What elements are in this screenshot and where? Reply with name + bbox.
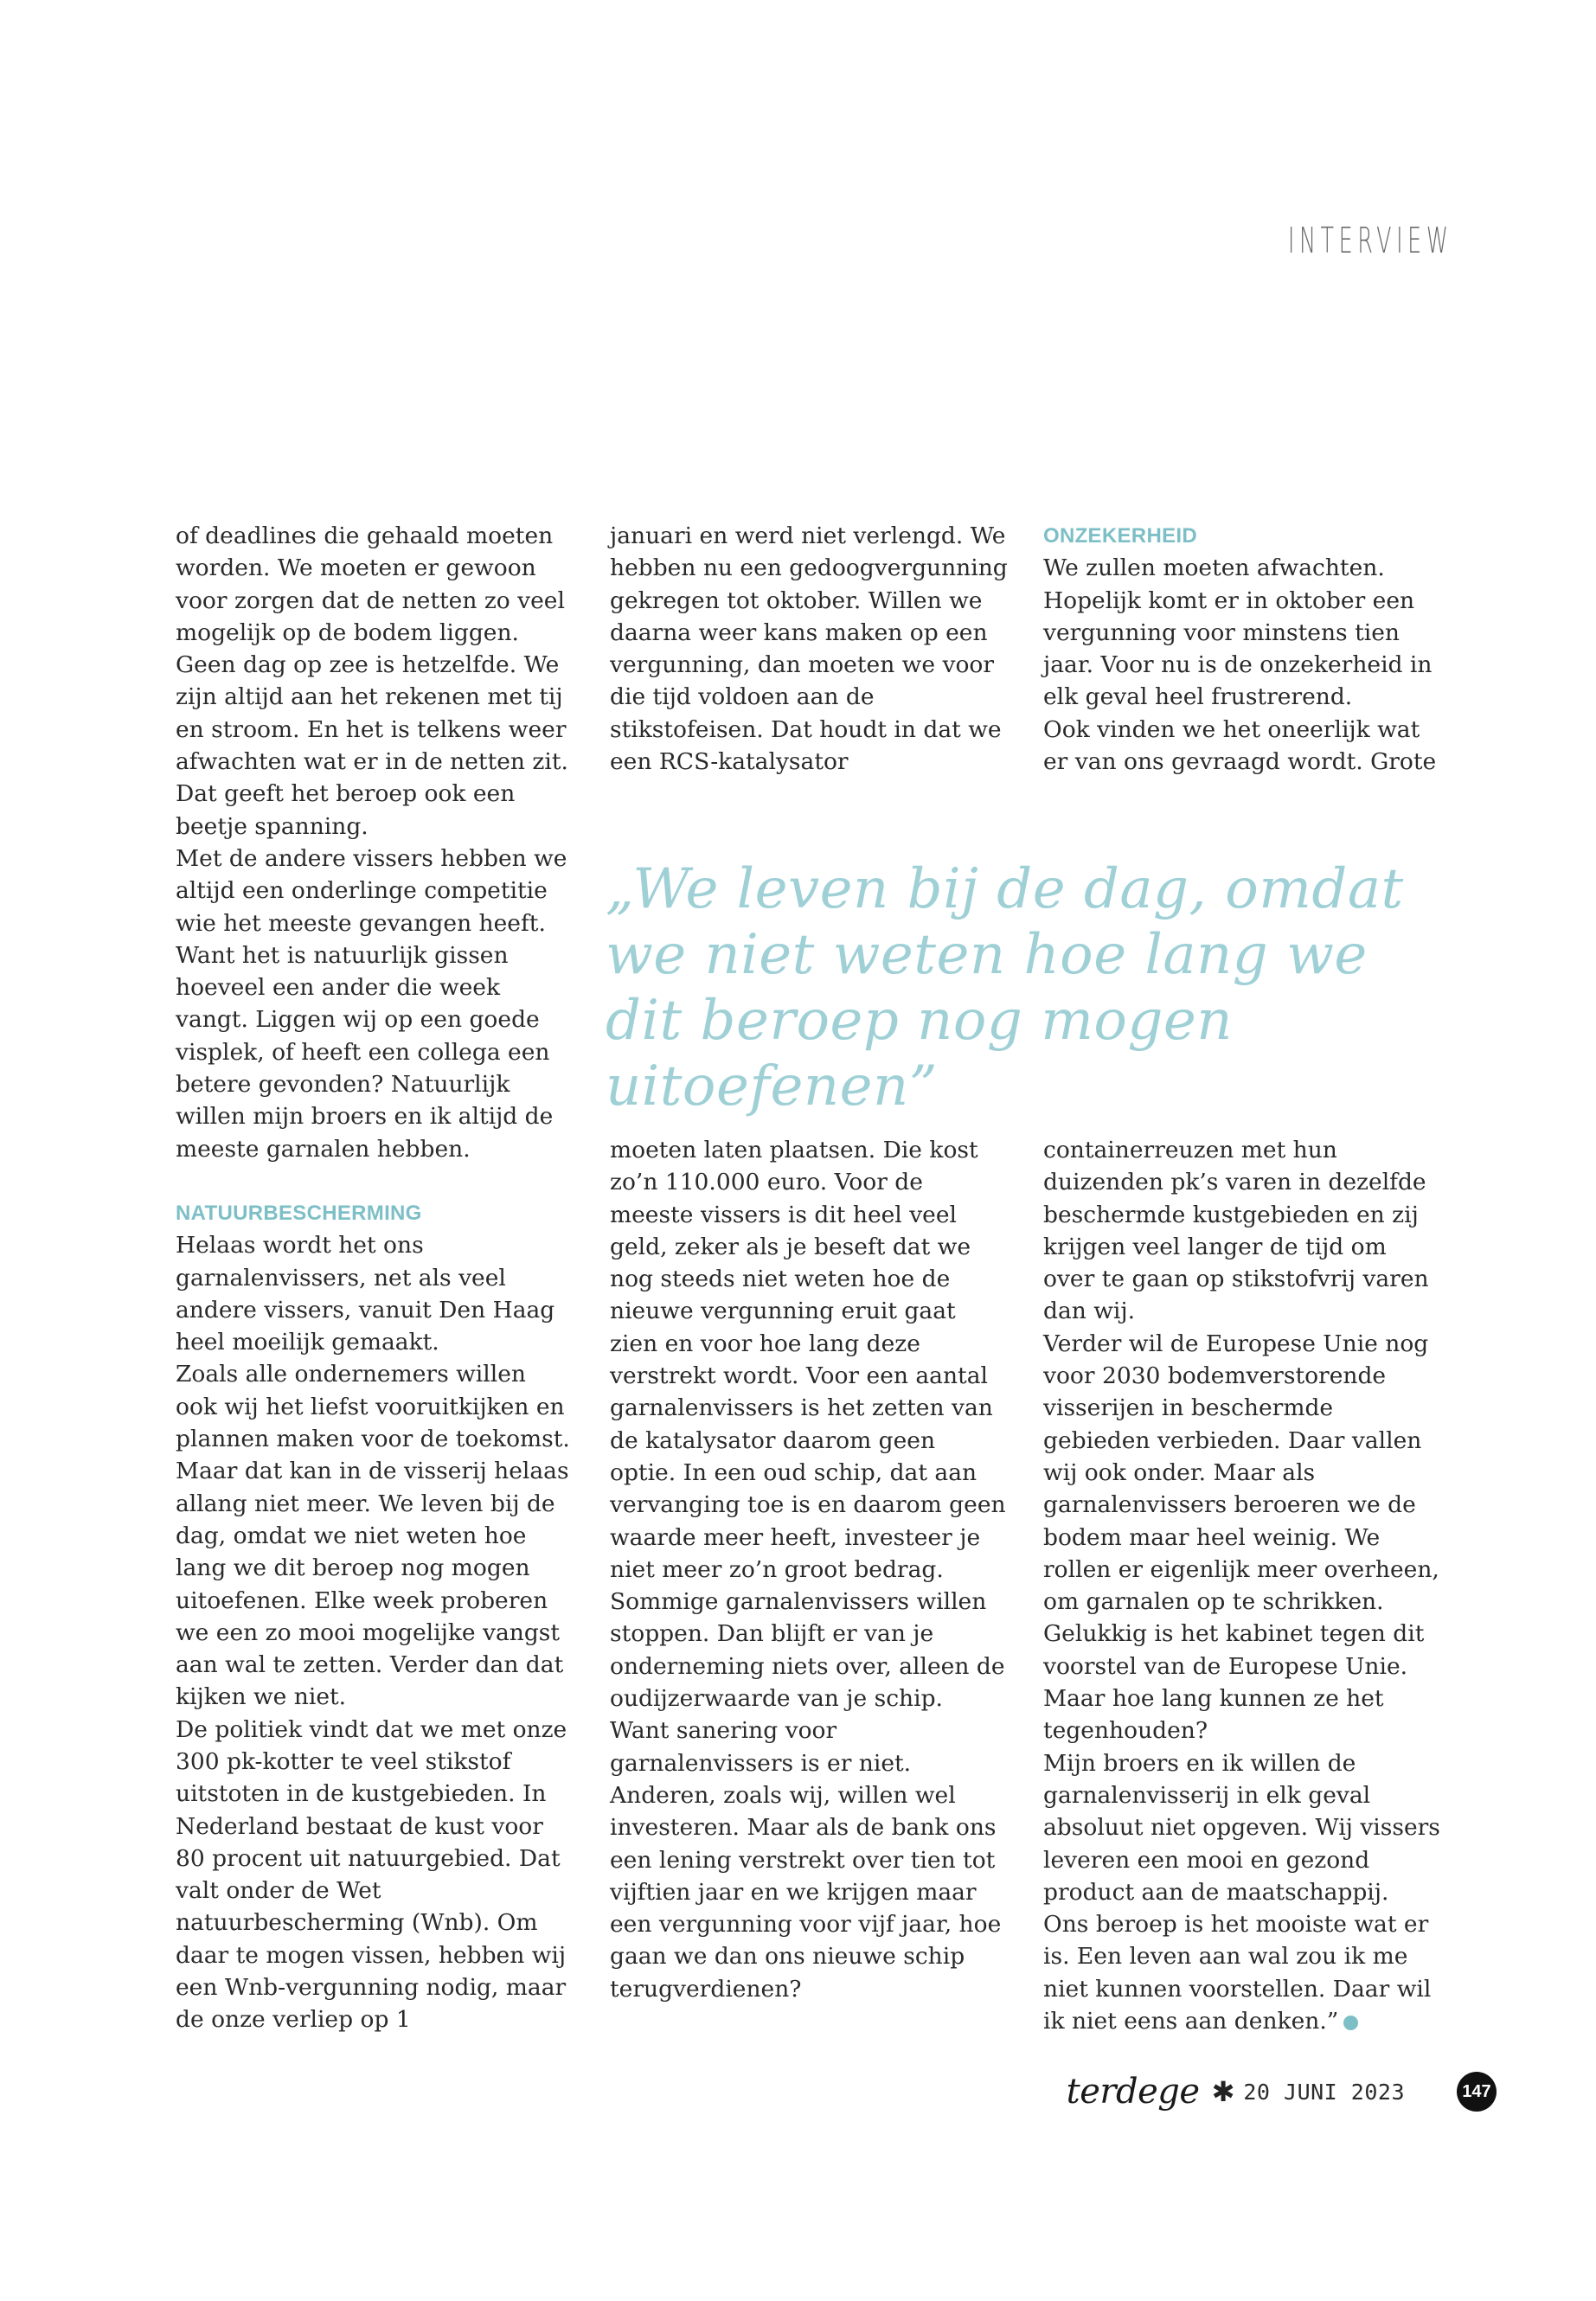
paragraph: januari en werd niet verlengd. We hebben nu een gedoogvergunning gekregen tot oktober. Willen we daarna weer kans maken op een vergunning, dan moeten we voor die tijd voldoen aan de stikstofeisen. Dat houdt in dat we een RCS-katalysator <box>610 522 1008 776</box>
paragraph: Helaas wordt het ons garnalenvissers, net als veel andere vissers, vanuit Den Haag heel moeilijk gemaakt. <box>176 1232 555 1356</box>
end-mark-icon <box>1343 2016 1358 2030</box>
page-number: 147 <box>1457 2072 1497 2112</box>
article-column-1 <box>176 520 574 2036</box>
paragraph: Verder wil de Europese Unie nog voor 2030 bodemverstorende visserijen in beschermde gebieden verbieden. Daar vallen wij ook onder. Maar als garnalenvissers beroeren we de bodem maar heel weinig. We rollen er eigenlijk meer overheen, om garnalen op te schrikken. Gelukkig is het kabinet tegen dit voorstel van de Europese Unie. Maar hoe lang kunnen ze het tegenhouden? <box>1043 1330 1439 1745</box>
section-heading-natuurbescherming: NATUURBESCHERMING <box>176 1201 422 1225</box>
final-text: Mijn broers en ik willen de garnalenvisserij in elk geval absoluut niet opgeven. Wij vissers leveren een mooi en gezond product aan de maatschappij. Ons beroep is het mooiste wat er is. Een leven aan wal zou ik me niet kunnen voorstellen. Daar wil ik niet eens aan denken.” <box>1043 1749 1440 2035</box>
separator-star-icon: ✱ <box>1211 2075 1235 2108</box>
article-column-3-top <box>1043 520 1441 778</box>
article-column-3-bottom <box>1043 1134 1441 2037</box>
issue-date: 20 JUNI 2023 <box>1243 2079 1405 2105</box>
section-heading-onzekerheid: ONZEKERHEID <box>1043 524 1197 548</box>
pull-quote: „We leven bij de dag, omdat we niet weten hoe lang we dit beroep nog mogen uitoefenen” <box>606 857 1404 1118</box>
paragraph: Sommige garnalenvissers willen stoppen. Dan blijft er van je onderneming niets over, alleen de oudijzerwaarde van je schip. Want sanering voor garnalenvissers is er niet. <box>610 1588 1005 1777</box>
paragraph: containerreuzen met hun duizenden pk’s varen in dezelfde beschermde kustgebieden en zij krijgen veel langer de tijd om over te gaan op stikstofvrij varen dan wij. <box>1043 1137 1429 1325</box>
paragraph: moeten laten plaatsen. Die kost zo’n 110.000 euro. Voor de meeste vissers is dit heel veel geld, zeker als je beseft dat we nog steeds niet weten hoe de nieuwe vergunning eruit gaat zien en voor hoe lang deze verstrekt wordt. Voor een aantal garnalenvissers is het zetten van de katalysator daarom geen optie. In een oud schip, dat aan vervanging toe is en daarom geen waarde meer heeft, investeer je niet meer zo’n groot bedrag. <box>610 1137 1006 1583</box>
paragraph: Zoals alle ondernemers willen ook wij het liefst vooruitkijken en plannen maken voor de toekomst. Maar dat kan in de visserij helaas allang niet meer. We leven bij de dag, omdat we niet weten hoe lang we dit beroep nog mogen uitoefenen. Elke week proberen we een zo mooi mogelijke vangst aan wal te zetten. Verder dan dat kijken we niet. <box>176 1361 570 1711</box>
paragraph: De politiek vindt dat we met onze 300 pk-kotter te veel stikstof uitstoten in de kustgebieden. In Nederland bestaat de kust voor 80 procent uit natuurgebied. Dat valt onder de Wet natuurbescherming (Wnb). Om daar te mogen vissen, hebben wij een Wnb-vergunning nodig, maar de onze verliep op 1 <box>176 1715 567 2034</box>
magazine-logo: terdege <box>1066 2072 1200 2112</box>
paragraph: We zullen moeten afwachten. Hopelijk komt er in oktober een vergunning voor minstens tien jaar. Voor nu is de onzekerheid in elk geval heel frustrerend. <box>1043 554 1433 711</box>
paragraph: Ook vinden we het oneerlijk wat er van ons gevraagd wordt. Grote <box>1043 715 1437 776</box>
paragraph: Met de andere vissers hebben we altijd een onderlinge competitie wie het meeste gevangen heeft. Want het is natuurlijk gissen hoeveel een ander die week vangt. Liggen wij op een goede visplek, of heeft een collega een betere gevonden? Natuurlijk willen mijn broers en ik altijd de meeste garnalen hebben. <box>176 844 567 1163</box>
article-column-2-top <box>610 520 1008 778</box>
section-tag: INTERVIEW <box>1288 220 1453 261</box>
article-column-2-bottom <box>610 1134 1008 2005</box>
page-footer <box>1067 2066 1497 2118</box>
paragraph: of deadlines die gehaald moeten worden. We moeten er gewoon voor zorgen dat de netten zo veel mogelijk op de bodem liggen. Geen dag op zee is hetzelfde. We zijn altijd aan het rekenen met tij en stroom. En het is telkens weer afwachten wat er in de netten zit. Dat geeft het beroep ook een beetje spanning. <box>176 522 568 840</box>
paragraph: Anderen, zoals wij, willen wel investeren. Maar als de bank ons een lening verstrekt over tien tot vijftien jaar en we krijgen maar een vergunning voor vijf jaar, hoe gaan we dan ons nieuwe schip terugverdienen? <box>610 1781 1002 2003</box>
paragraph-final <box>1043 1747 1441 2038</box>
